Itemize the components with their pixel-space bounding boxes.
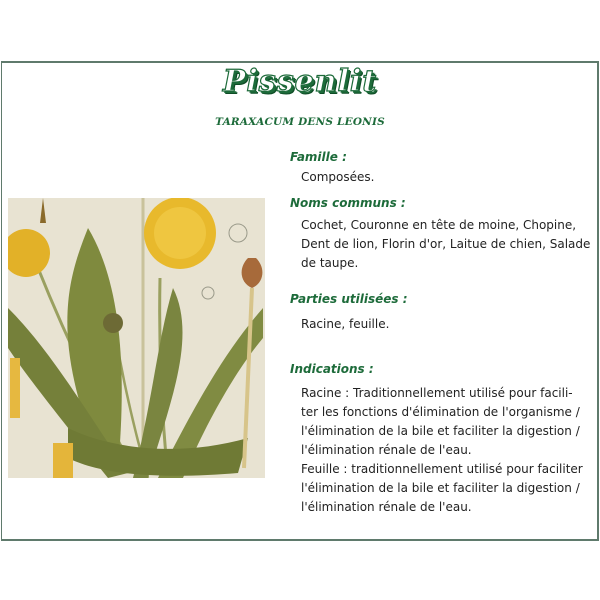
noms-communs-label: Noms communs : — [290, 196, 406, 210]
famille-body — [301, 168, 593, 187]
parties-text: Racine, feuille. — [301, 317, 390, 331]
dandelion-illustration — [8, 198, 265, 478]
indications-line: l'élimination de la bile et faciliter la digestion / — [301, 481, 580, 495]
page-title: Pissenlit — [222, 64, 378, 99]
famille-label: Famille : — [290, 150, 347, 164]
noms-line: de taupe. — [301, 256, 359, 270]
indications-line: Feuille : traditionnellement utilisé pour faciliter — [301, 462, 583, 476]
latin-name: TARAXACUM DENS LEONIS — [215, 116, 385, 128]
indications-body — [301, 384, 593, 517]
indications-line: l'élimination rénale de l'eau. — [301, 443, 472, 457]
plant-drawing-icon — [8, 198, 265, 478]
noms-communs-body — [301, 216, 593, 273]
parties-utilisees-body — [301, 315, 593, 334]
parties-utilisees-label: Parties utilisées : — [290, 292, 408, 306]
indications-label: Indications : — [290, 362, 374, 376]
indications-line: l'élimination de la bile et faciliter la digestion / — [301, 424, 580, 438]
indications-line: l'élimination rénale de l'eau. — [301, 500, 472, 514]
noms-line: Cochet, Couronne en tête de moine, Chopine, — [301, 218, 577, 232]
famille-text: Composées. — [301, 170, 375, 184]
indications-line: Racine : Traditionnellement utilisé pour facili- — [301, 386, 573, 400]
indications-line: ter les fonctions d'élimination de l'organisme / — [301, 405, 580, 419]
noms-line: Dent de lion, Florin d'or, Laitue de chien, Salade — [301, 237, 591, 251]
